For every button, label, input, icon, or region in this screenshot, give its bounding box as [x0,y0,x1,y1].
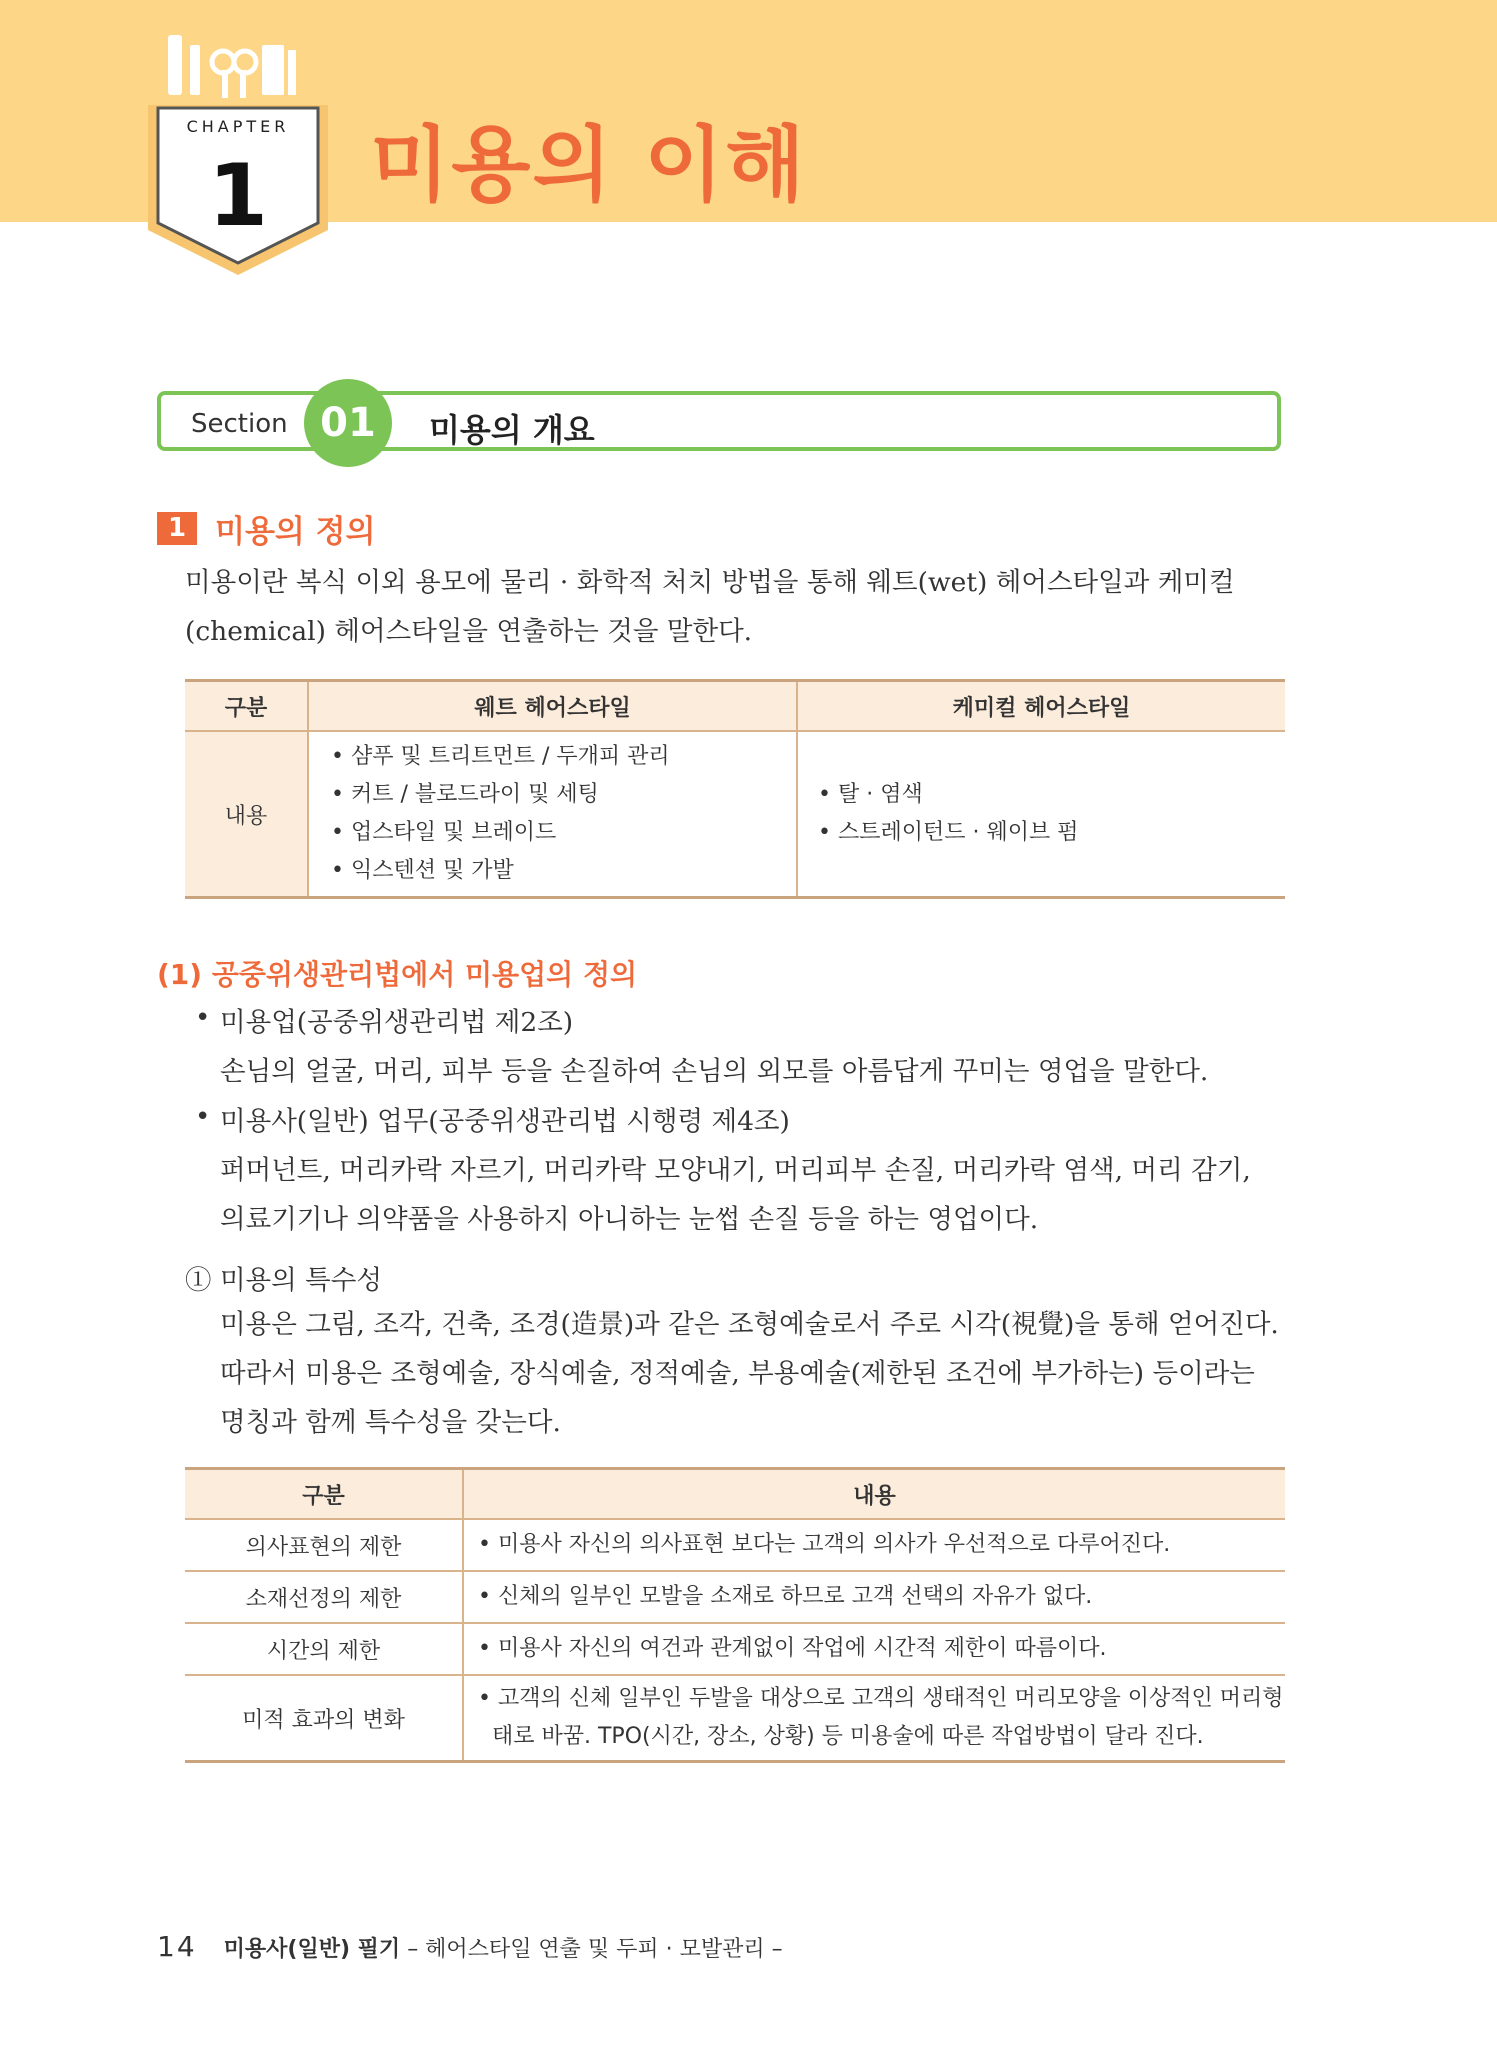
list-item: • 고객의 신체 일부인 두발을 대상으로 고객의 생태적인 머리모양을 이상적인 머리형 [478,1686,1284,1711]
table-row-label: 소재선정의 제한 [185,1571,463,1623]
chapter-badge [140,30,340,280]
table-row-label: 시간의 제한 [185,1623,463,1675]
paragraph-line: 손님의 얼굴, 머리, 피부 등을 손질하여 손님의 외모를 아름답게 꾸미는 영업을 말한다. [220,1056,1209,1087]
section-title: 미용의 개요 [429,411,595,449]
heading-number: 1 [157,512,197,545]
table-row-label: 내용 [185,731,308,898]
table-row [185,1571,1285,1623]
numbered-title: 미용의 특수성 [219,1265,382,1296]
table-cell [463,1571,1285,1623]
list-item: • 커트 / 블로드라이 및 세팅 [331,782,599,807]
page-number: 14 [157,1930,197,1963]
intro-paragraph [185,558,1285,656]
bullet-title: 미용사(일반) 업무(공중위생관리법 시행령 제4조) [220,1106,790,1137]
paragraph-line: 미용은 그림, 조각, 건축, 조경(造景)과 같은 조형예술로서 주로 시각(視覺)을 통해 얻어진다. [220,1309,1279,1340]
table-cell [463,1519,1285,1571]
paragraph-line: 퍼머넌트, 머리카락 자르기, 머리카락 모양내기, 머리피부 손질, 머리카락 염색, 머리 감기, [220,1155,1251,1186]
chapter-label: CHAPTER [186,117,290,136]
table-cell [463,1623,1285,1675]
list-item: • 탈 · 염색 [818,782,923,807]
list-item: • 익스텐션 및 가발 [331,858,514,883]
list-item: • 미용사 자신의 의사표현 보다는 고객의 의사가 우선적으로 다루어진다. [478,1532,1171,1557]
hairstyle-table [185,679,1285,899]
bullet-dot: • [195,1102,211,1132]
table-row [185,1675,1285,1762]
table-row [185,1623,1285,1675]
subheading-law-definition: (1) 공중위생관리법에서 미용업의 정의 [157,958,638,991]
section-number: 01 [304,379,392,467]
list-item: • 업스타일 및 브레이드 [331,820,557,845]
bullet-title: 미용업(공중위생관리법 제2조) [220,1007,574,1038]
table-header: 구분 [185,681,308,732]
specialty-table [185,1467,1285,1763]
paragraph-line: 의료기기나 의약품을 사용하지 아니하는 눈썹 손질 등을 하는 영업이다. [220,1204,1039,1235]
beauty-tools-icon [168,35,296,98]
list-item: • 미용사 자신의 여건과 관계없이 작업에 시간적 제한이 따름이다. [478,1636,1107,1661]
paragraph-line: 명칭과 함께 특수성을 갖는다. [220,1407,561,1438]
table-row-label: 미적 효과의 변화 [185,1675,463,1762]
table-header: 웨트 헤어스타일 [308,681,797,732]
list-item-continuation: 태로 바꿈. TPO(시간, 장소, 상황) 등 미용술에 따른 작업방법이 달라 진다. [492,1724,1204,1749]
table-row [185,1519,1285,1571]
section-header [157,391,1281,451]
table-header: 내용 [463,1469,1285,1520]
wet-hairstyle-cell [308,731,797,898]
chapter-number: 1 [208,146,268,246]
page-footer [157,1930,783,1963]
bullet-block [220,1097,1290,1244]
chapter-title: 미용의 이해 [370,118,807,213]
paragraph-line: (chemical) 헤어스타일을 연출하는 것을 말한다. [185,616,753,647]
list-item: • 샴푸 및 트리트먼트 / 두개피 관리 [331,744,670,769]
bullet-block [220,998,1290,1096]
numbered-heading [185,1258,382,1297]
table-header: 구분 [185,1469,463,1520]
chemical-hairstyle-cell [797,731,1285,898]
specialty-paragraph [220,1300,1290,1447]
book-title: 미용사(일반) 필기 [223,1937,401,1962]
book-subtitle: – 헤어스타일 연출 및 두피 · 모발관리 – [407,1937,783,1962]
numbered-marker: ① [185,1265,212,1296]
heading-definition [157,508,376,548]
table-header: 케미컬 헤어스타일 [797,681,1285,732]
table-row-label: 의사표현의 제한 [185,1519,463,1571]
paragraph-line: 미용이란 복식 이외 용모에 물리 · 화학적 처치 방법을 통해 웨트(wet) 헤어스타일과 케미컬 [185,567,1235,598]
heading-title: 미용의 정의 [215,513,376,550]
paragraph-line: 따라서 미용은 조형예술, 장식예술, 정적예술, 부용예술(제한된 조건에 부가하는) 등이라는 [220,1358,1255,1389]
section-label: Section [191,409,288,439]
list-item: • 신체의 일부인 모발을 소재로 하므로 고객 선택의 자유가 없다. [478,1584,1093,1609]
table-cell [463,1675,1285,1762]
list-item: • 스트레이턴드 · 웨이브 펌 [818,820,1079,845]
bullet-dot: • [195,1003,211,1033]
